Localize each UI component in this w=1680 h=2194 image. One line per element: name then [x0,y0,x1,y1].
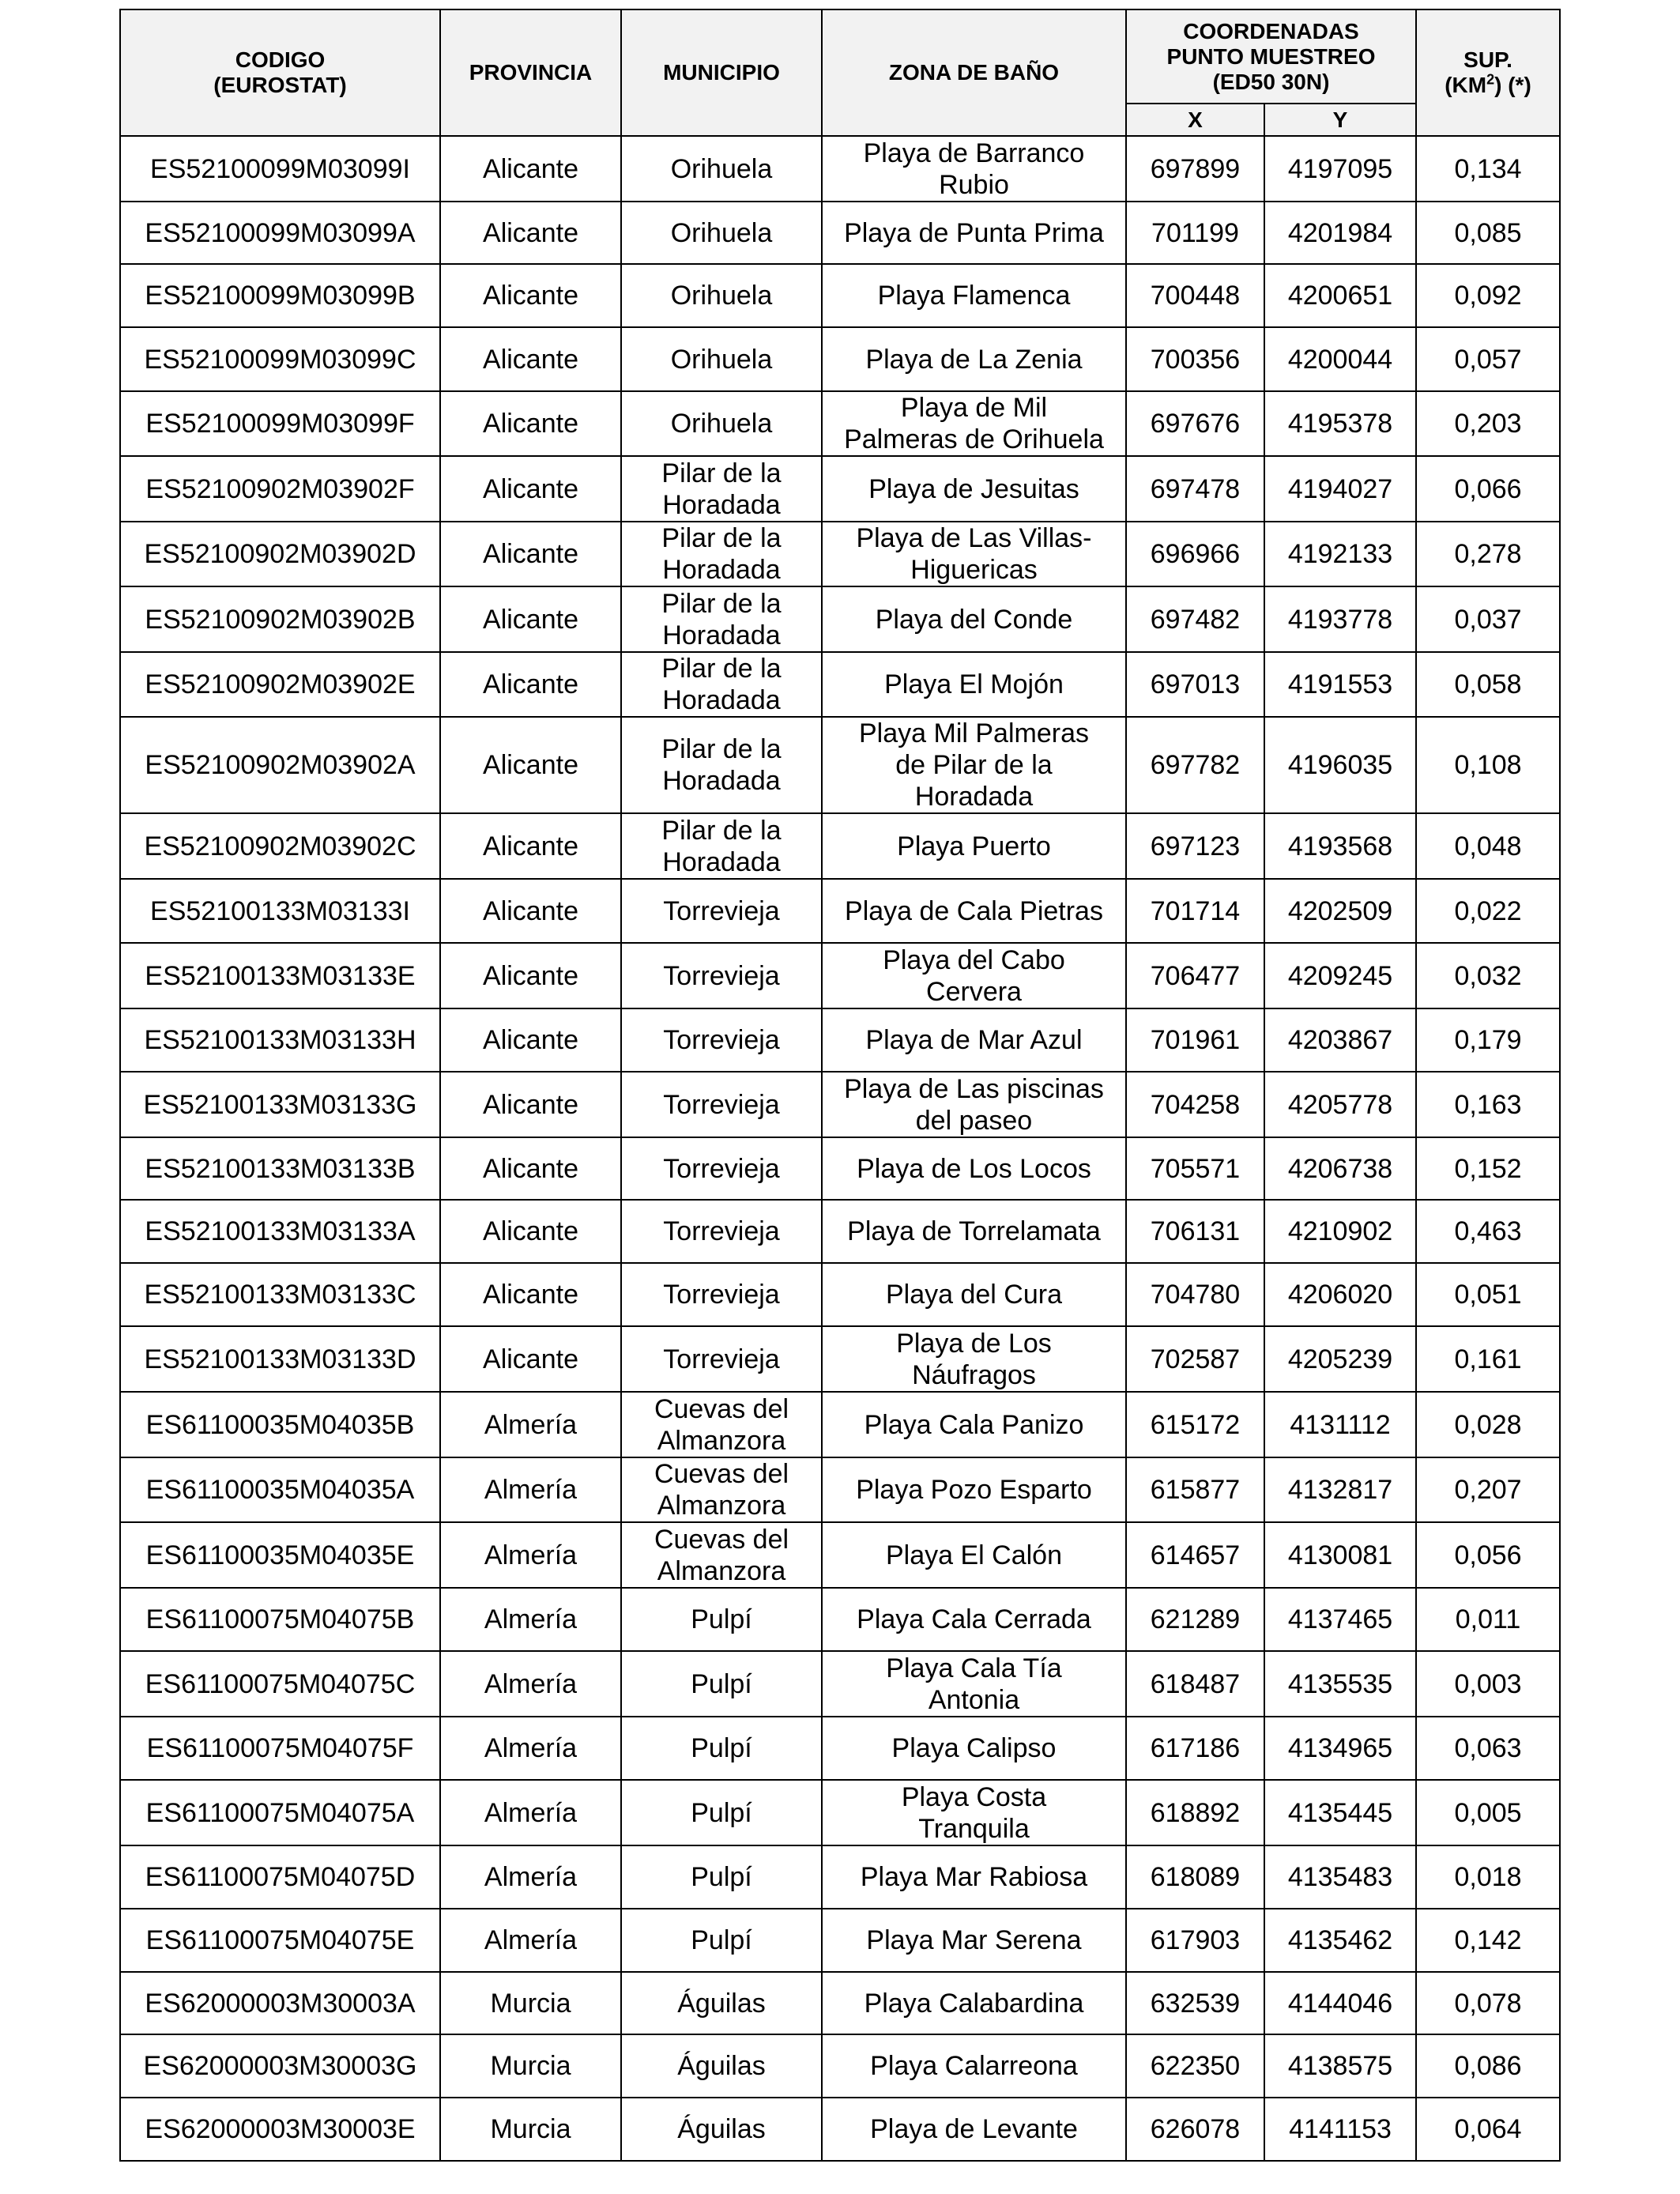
table-row [120,1137,1560,1200]
cell-codigo: ES52100133M03133D [120,1326,440,1392]
cell-x: 706477 [1126,943,1264,1008]
table-row [120,813,1560,879]
cell-codigo: ES61100035M04035B [120,1392,440,1457]
cell-zona: Playa de La Zenia [822,327,1126,391]
cell-zona: Playa de Torrelamata [822,1200,1126,1263]
cell-provincia: Alicante [440,264,621,327]
cell-codigo: ES61100075M04075B [120,1588,440,1651]
cell-zona: Playa de Punta Prima [822,202,1126,264]
cell-x: 615877 [1126,1457,1264,1522]
cell-x: 618487 [1126,1651,1264,1717]
cell-municipio: Torrevieja [621,1137,822,1200]
cell-provincia: Murcia [440,2098,621,2161]
cell-zona: Playa Mar Rabiosa [822,1845,1126,1909]
cell-zona: Playa El Mojón [822,652,1126,717]
cell-zona: Playa El Calón [822,1522,1126,1588]
cell-sup: 0,161 [1416,1326,1560,1392]
cell-municipio: Torrevieja [621,879,822,943]
cell-municipio: Pilar de la Horadada [621,717,822,813]
cell-codigo: ES61100035M04035E [120,1522,440,1588]
table-row [120,717,1560,813]
cell-x: 617186 [1126,1717,1264,1780]
cell-y: 4131112 [1264,1392,1416,1457]
cell-zona: Playa de Las Villas- Higuericas [822,522,1126,586]
cell-y: 4193568 [1264,813,1416,879]
cell-x: 704780 [1126,1263,1264,1326]
cell-municipio: Orihuela [621,391,822,456]
cell-sup: 0,203 [1416,391,1560,456]
cell-codigo: ES62000003M30003A [120,1972,440,2034]
cell-y: 4138575 [1264,2034,1416,2098]
cell-provincia: Alicante [440,1263,621,1326]
cell-municipio: Águilas [621,2098,822,2161]
cell-codigo: ES61100075M04075A [120,1780,440,1845]
cell-codigo: ES52100099M03099A [120,202,440,264]
cell-sup: 0,057 [1416,327,1560,391]
cell-municipio: Pilar de la Horadada [621,586,822,652]
cell-x: 617903 [1126,1909,1264,1972]
cell-municipio: Águilas [621,2034,822,2098]
cell-sup: 0,048 [1416,813,1560,879]
cell-municipio: Pulpí [621,1588,822,1651]
table-row [120,1200,1560,1263]
table-row [120,1263,1560,1326]
cell-y: 4206738 [1264,1137,1416,1200]
cell-codigo: ES61100075M04075F [120,1717,440,1780]
cell-provincia: Almería [440,1651,621,1717]
cell-provincia: Alicante [440,1200,621,1263]
cell-y: 4195378 [1264,391,1416,456]
cell-x: 697899 [1126,136,1264,202]
cell-x: 697482 [1126,586,1264,652]
cell-sup: 0,085 [1416,202,1560,264]
cell-x: 697013 [1126,652,1264,717]
cell-codigo: ES52100133M03133H [120,1008,440,1072]
cell-municipio: Cuevas del Almanzora [621,1457,822,1522]
table-row [120,1717,1560,1780]
cell-x: 706131 [1126,1200,1264,1263]
cell-y: 4144046 [1264,1972,1416,2034]
cell-municipio: Pulpí [621,1651,822,1717]
cell-zona: Playa de Barranco Rubio [822,136,1126,202]
cell-x: 702587 [1126,1326,1264,1392]
cell-zona: Playa del Cura [822,1263,1126,1326]
cell-codigo: ES52100133M03133C [120,1263,440,1326]
table-row [120,327,1560,391]
table-row [120,264,1560,327]
cell-sup: 0,064 [1416,2098,1560,2161]
cell-codigo: ES52100902M03902E [120,652,440,717]
header-sup-exponent: 2 [1486,71,1495,88]
cell-provincia: Almería [440,1845,621,1909]
cell-codigo: ES52100902M03902B [120,586,440,652]
header-y: Y [1264,104,1416,136]
table-row [120,586,1560,652]
cell-codigo: ES52100133M03133B [120,1137,440,1200]
cell-y: 4203867 [1264,1008,1416,1072]
cell-provincia: Alicante [440,1326,621,1392]
cell-y: 4141153 [1264,2098,1416,2161]
cell-x: 701199 [1126,202,1264,264]
table-row [120,2034,1560,2098]
table-row [120,522,1560,586]
table-row [120,943,1560,1008]
cell-zona: Playa de Las piscinas del paseo [822,1072,1126,1137]
cell-sup: 0,051 [1416,1263,1560,1326]
cell-municipio: Orihuela [621,264,822,327]
cell-provincia: Alicante [440,391,621,456]
table-row [120,652,1560,717]
header-sup-suffix: ) (*) [1494,73,1531,97]
cell-x: 705571 [1126,1137,1264,1200]
cell-codigo: ES52100099M03099F [120,391,440,456]
cell-sup: 0,005 [1416,1780,1560,1845]
cell-provincia: Alicante [440,717,621,813]
cell-y: 4194027 [1264,456,1416,522]
cell-y: 4200651 [1264,264,1416,327]
cell-zona: Playa Flamenca [822,264,1126,327]
document-page [119,9,1559,2162]
cell-zona: Playa Calabardina [822,1972,1126,2034]
cell-zona: Playa de Mar Azul [822,1008,1126,1072]
cell-provincia: Alicante [440,943,621,1008]
header-zona: ZONA DE BAÑO [822,9,1126,136]
cell-municipio: Torrevieja [621,943,822,1008]
cell-provincia: Alicante [440,1072,621,1137]
cell-sup: 0,152 [1416,1137,1560,1200]
cell-x: 615172 [1126,1392,1264,1457]
cell-y: 4196035 [1264,717,1416,813]
cell-sup: 0,134 [1416,136,1560,202]
cell-provincia: Alicante [440,879,621,943]
cell-municipio: Pulpí [621,1845,822,1909]
cell-sup: 0,179 [1416,1008,1560,1072]
cell-x: 626078 [1126,2098,1264,2161]
table-row [120,456,1560,522]
cell-sup: 0,003 [1416,1651,1560,1717]
cell-codigo: ES61100075M04075D [120,1845,440,1909]
cell-zona: Playa Puerto [822,813,1126,879]
cell-provincia: Alicante [440,456,621,522]
cell-sup: 0,463 [1416,1200,1560,1263]
cell-provincia: Almería [440,1909,621,1972]
cell-zona: Playa de Jesuitas [822,456,1126,522]
header-superficie [1416,9,1560,136]
cell-x: 618089 [1126,1845,1264,1909]
cell-zona: Playa Calipso [822,1717,1126,1780]
cell-municipio: Orihuela [621,327,822,391]
table-row [120,1972,1560,2034]
cell-zona: Playa Cala Tía Antonia [822,1651,1126,1717]
cell-municipio: Pulpí [621,1717,822,1780]
cell-zona: Playa de Los Náufragos [822,1326,1126,1392]
cell-y: 4135483 [1264,1845,1416,1909]
cell-municipio: Orihuela [621,202,822,264]
cell-codigo: ES62000003M30003G [120,2034,440,2098]
cell-zona: Playa de Los Locos [822,1137,1126,1200]
cell-codigo: ES52100133M03133G [120,1072,440,1137]
cell-y: 4209245 [1264,943,1416,1008]
cell-municipio: Torrevieja [621,1263,822,1326]
cell-municipio: Cuevas del Almanzora [621,1392,822,1457]
cell-municipio: Torrevieja [621,1072,822,1137]
cell-codigo: ES52100902M03902A [120,717,440,813]
cell-y: 4201984 [1264,202,1416,264]
cell-sup: 0,078 [1416,1972,1560,2034]
cell-provincia: Almería [440,1392,621,1457]
cell-codigo: ES52100902M03902C [120,813,440,879]
cell-provincia: Almería [440,1588,621,1651]
cell-zona: Playa de Mil Palmeras de Orihuela [822,391,1126,456]
cell-y: 4197095 [1264,136,1416,202]
table-row [120,136,1560,202]
cell-y: 4135535 [1264,1651,1416,1717]
cell-codigo: ES61100075M04075E [120,1909,440,1972]
cell-zona: Playa Mar Serena [822,1909,1126,1972]
cell-provincia: Alicante [440,1137,621,1200]
cell-codigo: ES61100075M04075C [120,1651,440,1717]
cell-x: 618892 [1126,1780,1264,1845]
cell-x: 704258 [1126,1072,1264,1137]
table-row [120,1392,1560,1457]
cell-municipio: Pilar de la Horadada [621,456,822,522]
cell-municipio: Torrevieja [621,1326,822,1392]
header-coordenadas: COORDENADAS PUNTO MUESTREO (ED50 30N) [1126,9,1416,104]
cell-codigo: ES52100133M03133E [120,943,440,1008]
cell-provincia: Alicante [440,202,621,264]
header-provincia: PROVINCIA [440,9,621,136]
cell-municipio: Pulpí [621,1780,822,1845]
cell-sup: 0,066 [1416,456,1560,522]
cell-y: 4191553 [1264,652,1416,717]
cell-sup: 0,037 [1416,586,1560,652]
cell-codigo: ES52100099M03099B [120,264,440,327]
cell-zona: Playa Pozo Esparto [822,1457,1126,1522]
cell-y: 4202509 [1264,879,1416,943]
cell-x: 696966 [1126,522,1264,586]
cell-y: 4135445 [1264,1780,1416,1845]
cell-x: 621289 [1126,1588,1264,1651]
cell-zona: Playa Cala Panizo [822,1392,1126,1457]
cell-sup: 0,108 [1416,717,1560,813]
cell-codigo: ES62000003M30003E [120,2098,440,2161]
cell-sup: 0,092 [1416,264,1560,327]
cell-y: 4200044 [1264,327,1416,391]
cell-provincia: Alicante [440,1008,621,1072]
table-row [120,1522,1560,1588]
cell-x: 701714 [1126,879,1264,943]
cell-sup: 0,028 [1416,1392,1560,1457]
header-x: X [1126,104,1264,136]
cell-municipio: Torrevieja [621,1008,822,1072]
cell-sup: 0,278 [1416,522,1560,586]
header-sup-prefix: SUP. (KM [1445,47,1512,97]
cell-y: 4134965 [1264,1717,1416,1780]
cell-y: 4135462 [1264,1909,1416,1972]
table-row [120,1845,1560,1909]
table-row [120,1072,1560,1137]
cell-y: 4205239 [1264,1326,1416,1392]
cell-municipio: Pilar de la Horadada [621,522,822,586]
cell-x: 622350 [1126,2034,1264,2098]
cell-sup: 0,163 [1416,1072,1560,1137]
cell-y: 4205778 [1264,1072,1416,1137]
cell-zona: Playa de Levante [822,2098,1126,2161]
cell-codigo: ES52100133M03133I [120,879,440,943]
cell-sup: 0,086 [1416,2034,1560,2098]
cell-sup: 0,063 [1416,1717,1560,1780]
cell-zona: Playa Costa Tranquila [822,1780,1126,1845]
table-row [120,2098,1560,2161]
table-row [120,1457,1560,1522]
cell-provincia: Alicante [440,522,621,586]
cell-sup: 0,022 [1416,879,1560,943]
table-row [120,1326,1560,1392]
cell-provincia: Almería [440,1457,621,1522]
cell-sup: 0,011 [1416,1588,1560,1651]
cell-y: 4210902 [1264,1200,1416,1263]
cell-y: 4130081 [1264,1522,1416,1588]
table-row [120,202,1560,264]
bathing-zones-table [119,9,1561,2162]
cell-provincia: Alicante [440,327,621,391]
cell-x: 700356 [1126,327,1264,391]
cell-codigo: ES52100902M03902F [120,456,440,522]
cell-y: 4132817 [1264,1457,1416,1522]
cell-y: 4192133 [1264,522,1416,586]
cell-municipio: Cuevas del Almanzora [621,1522,822,1588]
cell-y: 4193778 [1264,586,1416,652]
cell-zona: Playa Calarreona [822,2034,1126,2098]
cell-sup: 0,018 [1416,1845,1560,1909]
header-municipio: MUNICIPIO [621,9,822,136]
cell-municipio: Pilar de la Horadada [621,652,822,717]
cell-provincia: Almería [440,1780,621,1845]
cell-provincia: Alicante [440,586,621,652]
cell-zona: Playa Cala Cerrada [822,1588,1126,1651]
cell-provincia: Almería [440,1522,621,1588]
cell-codigo: ES61100035M04035A [120,1457,440,1522]
cell-provincia: Murcia [440,1972,621,2034]
cell-x: 697782 [1126,717,1264,813]
cell-provincia: Almería [440,1717,621,1780]
cell-x: 700448 [1126,264,1264,327]
header-codigo: CODIGO (EUROSTAT) [120,9,440,136]
cell-municipio: Águilas [621,1972,822,2034]
cell-municipio: Pilar de la Horadada [621,813,822,879]
table-row [120,1588,1560,1651]
table-row [120,391,1560,456]
table-body [120,136,1560,2161]
cell-y: 4206020 [1264,1263,1416,1326]
table-row [120,1008,1560,1072]
cell-x: 614657 [1126,1522,1264,1588]
cell-zona: Playa del Cabo Cervera [822,943,1126,1008]
cell-codigo: ES52100099M03099C [120,327,440,391]
cell-provincia: Alicante [440,136,621,202]
cell-zona: Playa del Conde [822,586,1126,652]
cell-sup: 0,207 [1416,1457,1560,1522]
table-row [120,1909,1560,1972]
cell-zona: Playa Mil Palmeras de Pilar de la Horadada [822,717,1126,813]
table-row [120,879,1560,943]
table-header [120,9,1560,136]
cell-municipio: Pulpí [621,1909,822,1972]
cell-municipio: Torrevieja [621,1200,822,1263]
cell-sup: 0,142 [1416,1909,1560,1972]
table-row [120,1780,1560,1845]
cell-provincia: Murcia [440,2034,621,2098]
cell-sup: 0,058 [1416,652,1560,717]
cell-codigo: ES52100902M03902D [120,522,440,586]
cell-y: 4137465 [1264,1588,1416,1651]
cell-codigo: ES52100099M03099I [120,136,440,202]
cell-provincia: Alicante [440,652,621,717]
cell-sup: 0,032 [1416,943,1560,1008]
cell-x: 697676 [1126,391,1264,456]
cell-provincia: Alicante [440,813,621,879]
cell-zona: Playa de Cala Pietras [822,879,1126,943]
table-row [120,1651,1560,1717]
cell-x: 632539 [1126,1972,1264,2034]
cell-codigo: ES52100133M03133A [120,1200,440,1263]
cell-x: 697123 [1126,813,1264,879]
cell-x: 701961 [1126,1008,1264,1072]
cell-x: 697478 [1126,456,1264,522]
cell-municipio: Orihuela [621,136,822,202]
cell-sup: 0,056 [1416,1522,1560,1588]
